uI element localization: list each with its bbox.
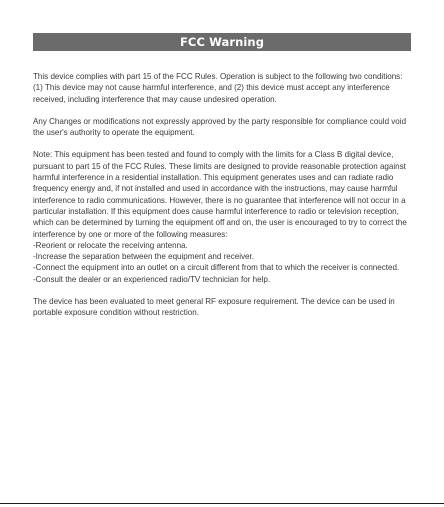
modifications-paragraph: Any Changes or modifications not expressly approved by the party responsible for compliance could void the user's authority to operate the equipment. (33, 116, 407, 138)
page-title: FCC Warning (179, 35, 265, 49)
class-b-note-paragraph: Note: This equipment has been tested and found to comply with the limits for a Class B digital device, pursuant to part 15 of the FCC Rules. These limits are designed to provide reasonable protection against harmful interference in a residential installation. This equipment generates uses and can radiate radio frequency energy and, if not installed and used in accordance with the instructions, may cause harmful interference to radio communications. However, there is no guarantee that interference will not occur in a particular installation. If this equipment does cause harmful interference to radio or television reception, which can be determined by turning the equipment off and on, the user is encouraged to try to correct the interference by one or more of the following measures: (33, 150, 407, 239)
section-title-bar (33, 33, 411, 51)
measure-item: -Increase the separation between the equipment and receiver. (33, 252, 254, 262)
document-body (33, 71, 413, 319)
measure-item: -Connect the equipment into an outlet on a circuit different from that to which the receiver is connected. (33, 263, 400, 273)
measure-item: -Consult the dealer or an experienced radio/TV technician for help. (33, 274, 271, 284)
measure-item: -Reorient or relocate the receiving antenna. (33, 240, 188, 250)
bottom-divider (0, 503, 444, 504)
compliance-paragraph: This device complies with part 15 of the FCC Rules. Operation is subject to the following two conditions: (1) This device may not cause harmful interference, and (2) this device must accept any interference received, including interference that may cause undesired operation. (33, 72, 403, 104)
rf-exposure-paragraph: The device has been evaluated to meet general RF exposure requirement. The device can be used in portable exposure condition without restriction. (33, 297, 395, 318)
